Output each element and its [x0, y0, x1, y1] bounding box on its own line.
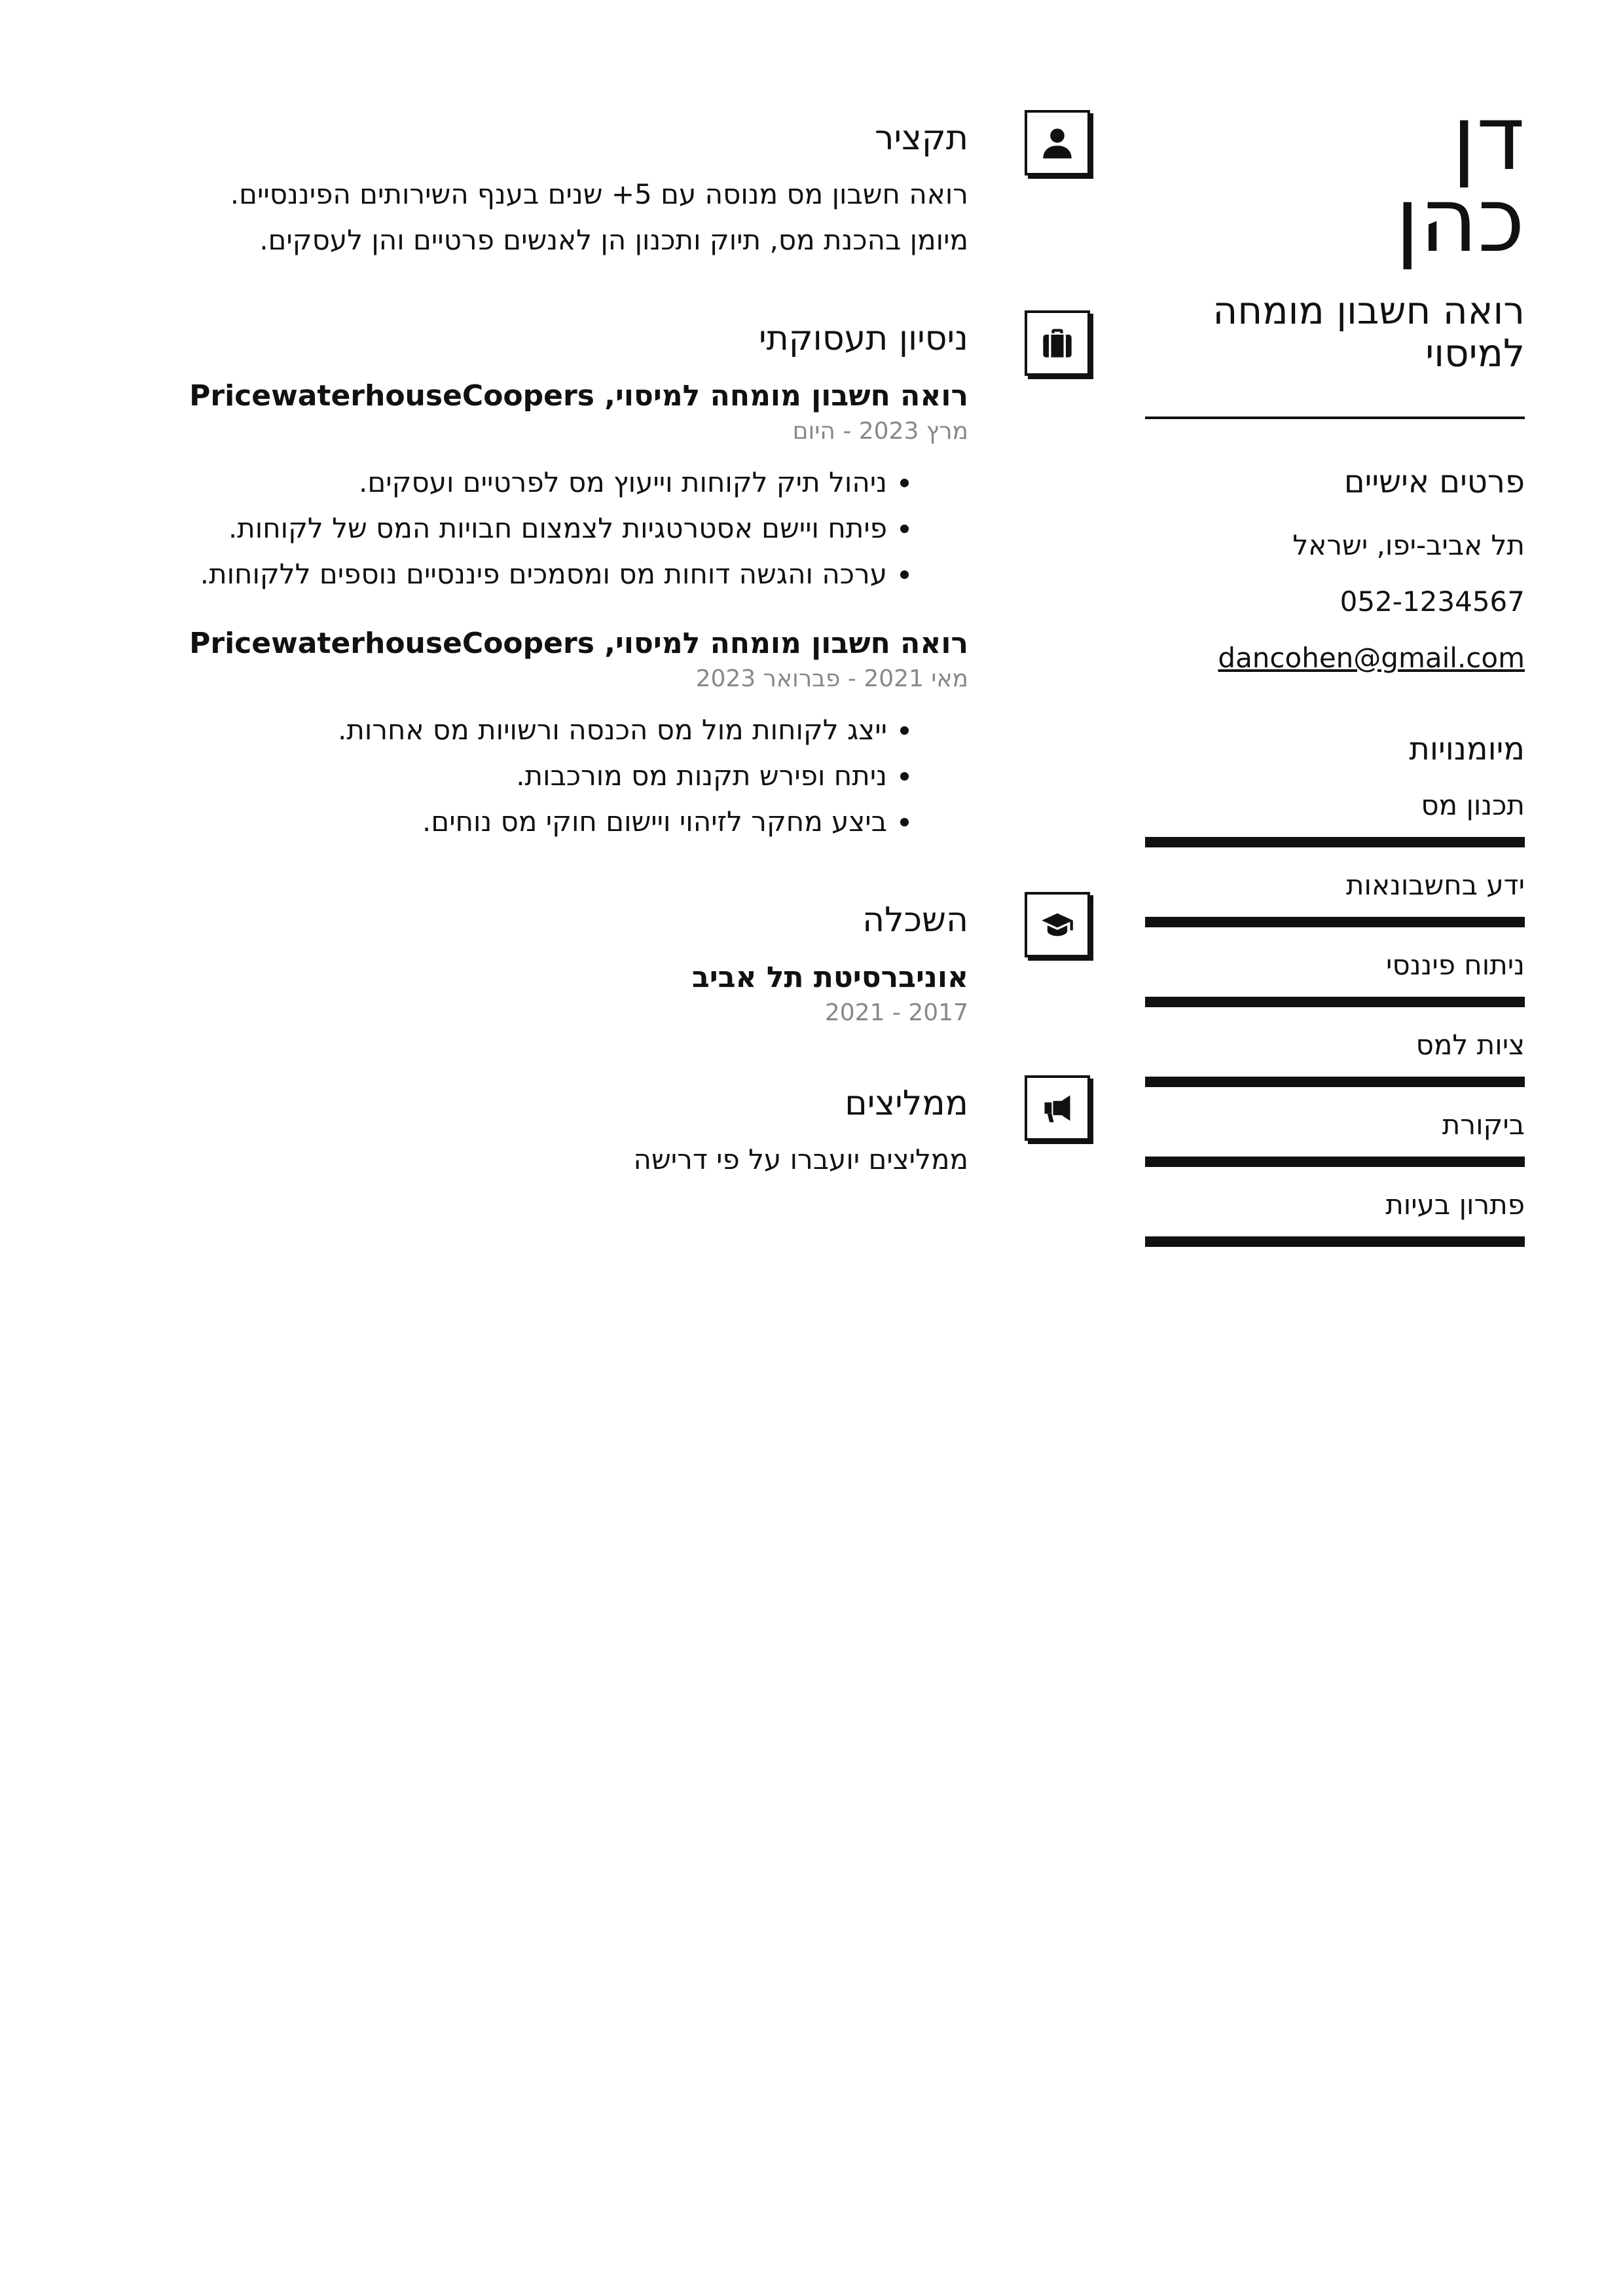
skill-item: [1145, 866, 1525, 927]
skill-label: ניתוח פיננסי: [1386, 949, 1525, 982]
experience-title: רואה חשבון מומחה למיסוי, PricewaterhouseCoopers: [189, 627, 968, 660]
experience-entry: [176, 623, 968, 845]
list-item: • פיתח ויישם אסטרטגיות לצמצום חבויות המס של לקוחות.: [176, 506, 887, 551]
skill-level-bar: [1145, 837, 1525, 847]
experience-dates: מאי 2021 - פברואר 2023: [695, 665, 968, 692]
list-item: • ייצג לקוחות מול מס הכנסה ורשויות מס אחרות.: [176, 707, 887, 753]
skill-label: ידע בחשבונאות: [1345, 869, 1525, 902]
skills-heading: מיומנויות: [1409, 731, 1525, 768]
skill-level-bar: [1145, 1157, 1525, 1167]
candidate-name: [1145, 87, 1525, 273]
skill-level-fill: [1145, 1077, 1525, 1087]
personal-details: [1145, 517, 1525, 686]
briefcase-icon: [1025, 310, 1090, 376]
education-dates: 2017 - 2021: [824, 999, 968, 1026]
skill-level-fill: [1145, 997, 1525, 1007]
experience-bullets: [176, 707, 968, 845]
education-entry: [176, 957, 968, 1028]
experience-title: רואה חשבון מומחה למיסוי, PricewaterhouseCoopers: [189, 379, 968, 413]
experience-entry: [176, 376, 968, 597]
skill-label: תכנון מס: [1421, 789, 1525, 822]
references-heading: ממליצים: [845, 1084, 968, 1123]
user-icon: [1025, 110, 1090, 176]
skill-label: פתרון בעיות: [1385, 1189, 1525, 1221]
skill-level-bar: [1145, 1236, 1525, 1247]
experience-dates: מרץ 2023 - היום: [792, 418, 968, 445]
skill-level-bar: [1145, 917, 1525, 927]
skill-item: [1145, 1105, 1525, 1167]
megaphone-icon: [1025, 1075, 1090, 1141]
experience-section: [176, 310, 968, 845]
last-name: כהן: [1395, 169, 1525, 273]
skill-item: [1145, 946, 1525, 1007]
skill-label: ביקורת: [1442, 1109, 1525, 1141]
summary-text: רואה חשבון מס מנוסה עם 5+ שנים בענף השירותים הפיננסיים. מיומן בהכנת מס, תיוק ותכנון הן לאנשים פרטיים והן לעסקים.: [230, 178, 968, 256]
location-text: תל אביב-יפו, ישראל: [1292, 529, 1525, 562]
list-item: • ביצע מחקר לזיהוי ויישום חוקי מס נוחים.: [176, 799, 887, 845]
skill-level-fill: [1145, 917, 1525, 927]
list-item: • ניתח ופירש תקנות מס מורכבות.: [176, 753, 887, 799]
skill-item: [1145, 786, 1525, 847]
sidebar: [1145, 87, 1525, 1247]
references-section: [176, 1075, 968, 1183]
email-link[interactable]: dancohen@gmail.com: [1218, 642, 1525, 675]
skill-level-fill: [1145, 1236, 1525, 1247]
personal-details-heading: פרטים אישיים: [1343, 464, 1525, 501]
list-item: • ערכה והגשה דוחות מס ומסמכים פיננסיים נוספים ללקוחות.: [176, 551, 887, 597]
list-item: • ניהול תיק לקוחות וייעוץ מס לפרטיים ועסקים.: [176, 460, 887, 506]
education-heading: השכלה: [862, 900, 968, 940]
graduation-cap-icon: [1025, 892, 1090, 957]
skill-item: [1145, 1026, 1525, 1087]
summary-heading: תקציר: [875, 119, 968, 158]
education-section: [176, 892, 968, 1028]
skill-level-fill: [1145, 1157, 1525, 1167]
skill-level-bar: [1145, 997, 1525, 1007]
skill-item: [1145, 1185, 1525, 1247]
summary-section: [176, 110, 968, 263]
skills-list: [1145, 786, 1525, 1247]
sidebar-divider: [1145, 417, 1525, 419]
skill-label: ציות למס: [1415, 1029, 1525, 1062]
first-name: דן: [1451, 87, 1525, 191]
job-title: רואה חשבון מומחה למיסוי: [1213, 288, 1525, 376]
phone-text: 052-1234567: [1340, 585, 1525, 618]
education-school: אוניברסיטת תל אביב: [691, 961, 968, 994]
references-text: ממליצים יועברו על פי דרישה: [633, 1143, 968, 1176]
main-column: [176, 110, 968, 1183]
experience-bullets: [176, 460, 968, 597]
skill-level-fill: [1145, 837, 1525, 847]
skill-level-bar: [1145, 1077, 1525, 1087]
experience-heading: ניסיון תעסוקתי: [758, 319, 968, 358]
